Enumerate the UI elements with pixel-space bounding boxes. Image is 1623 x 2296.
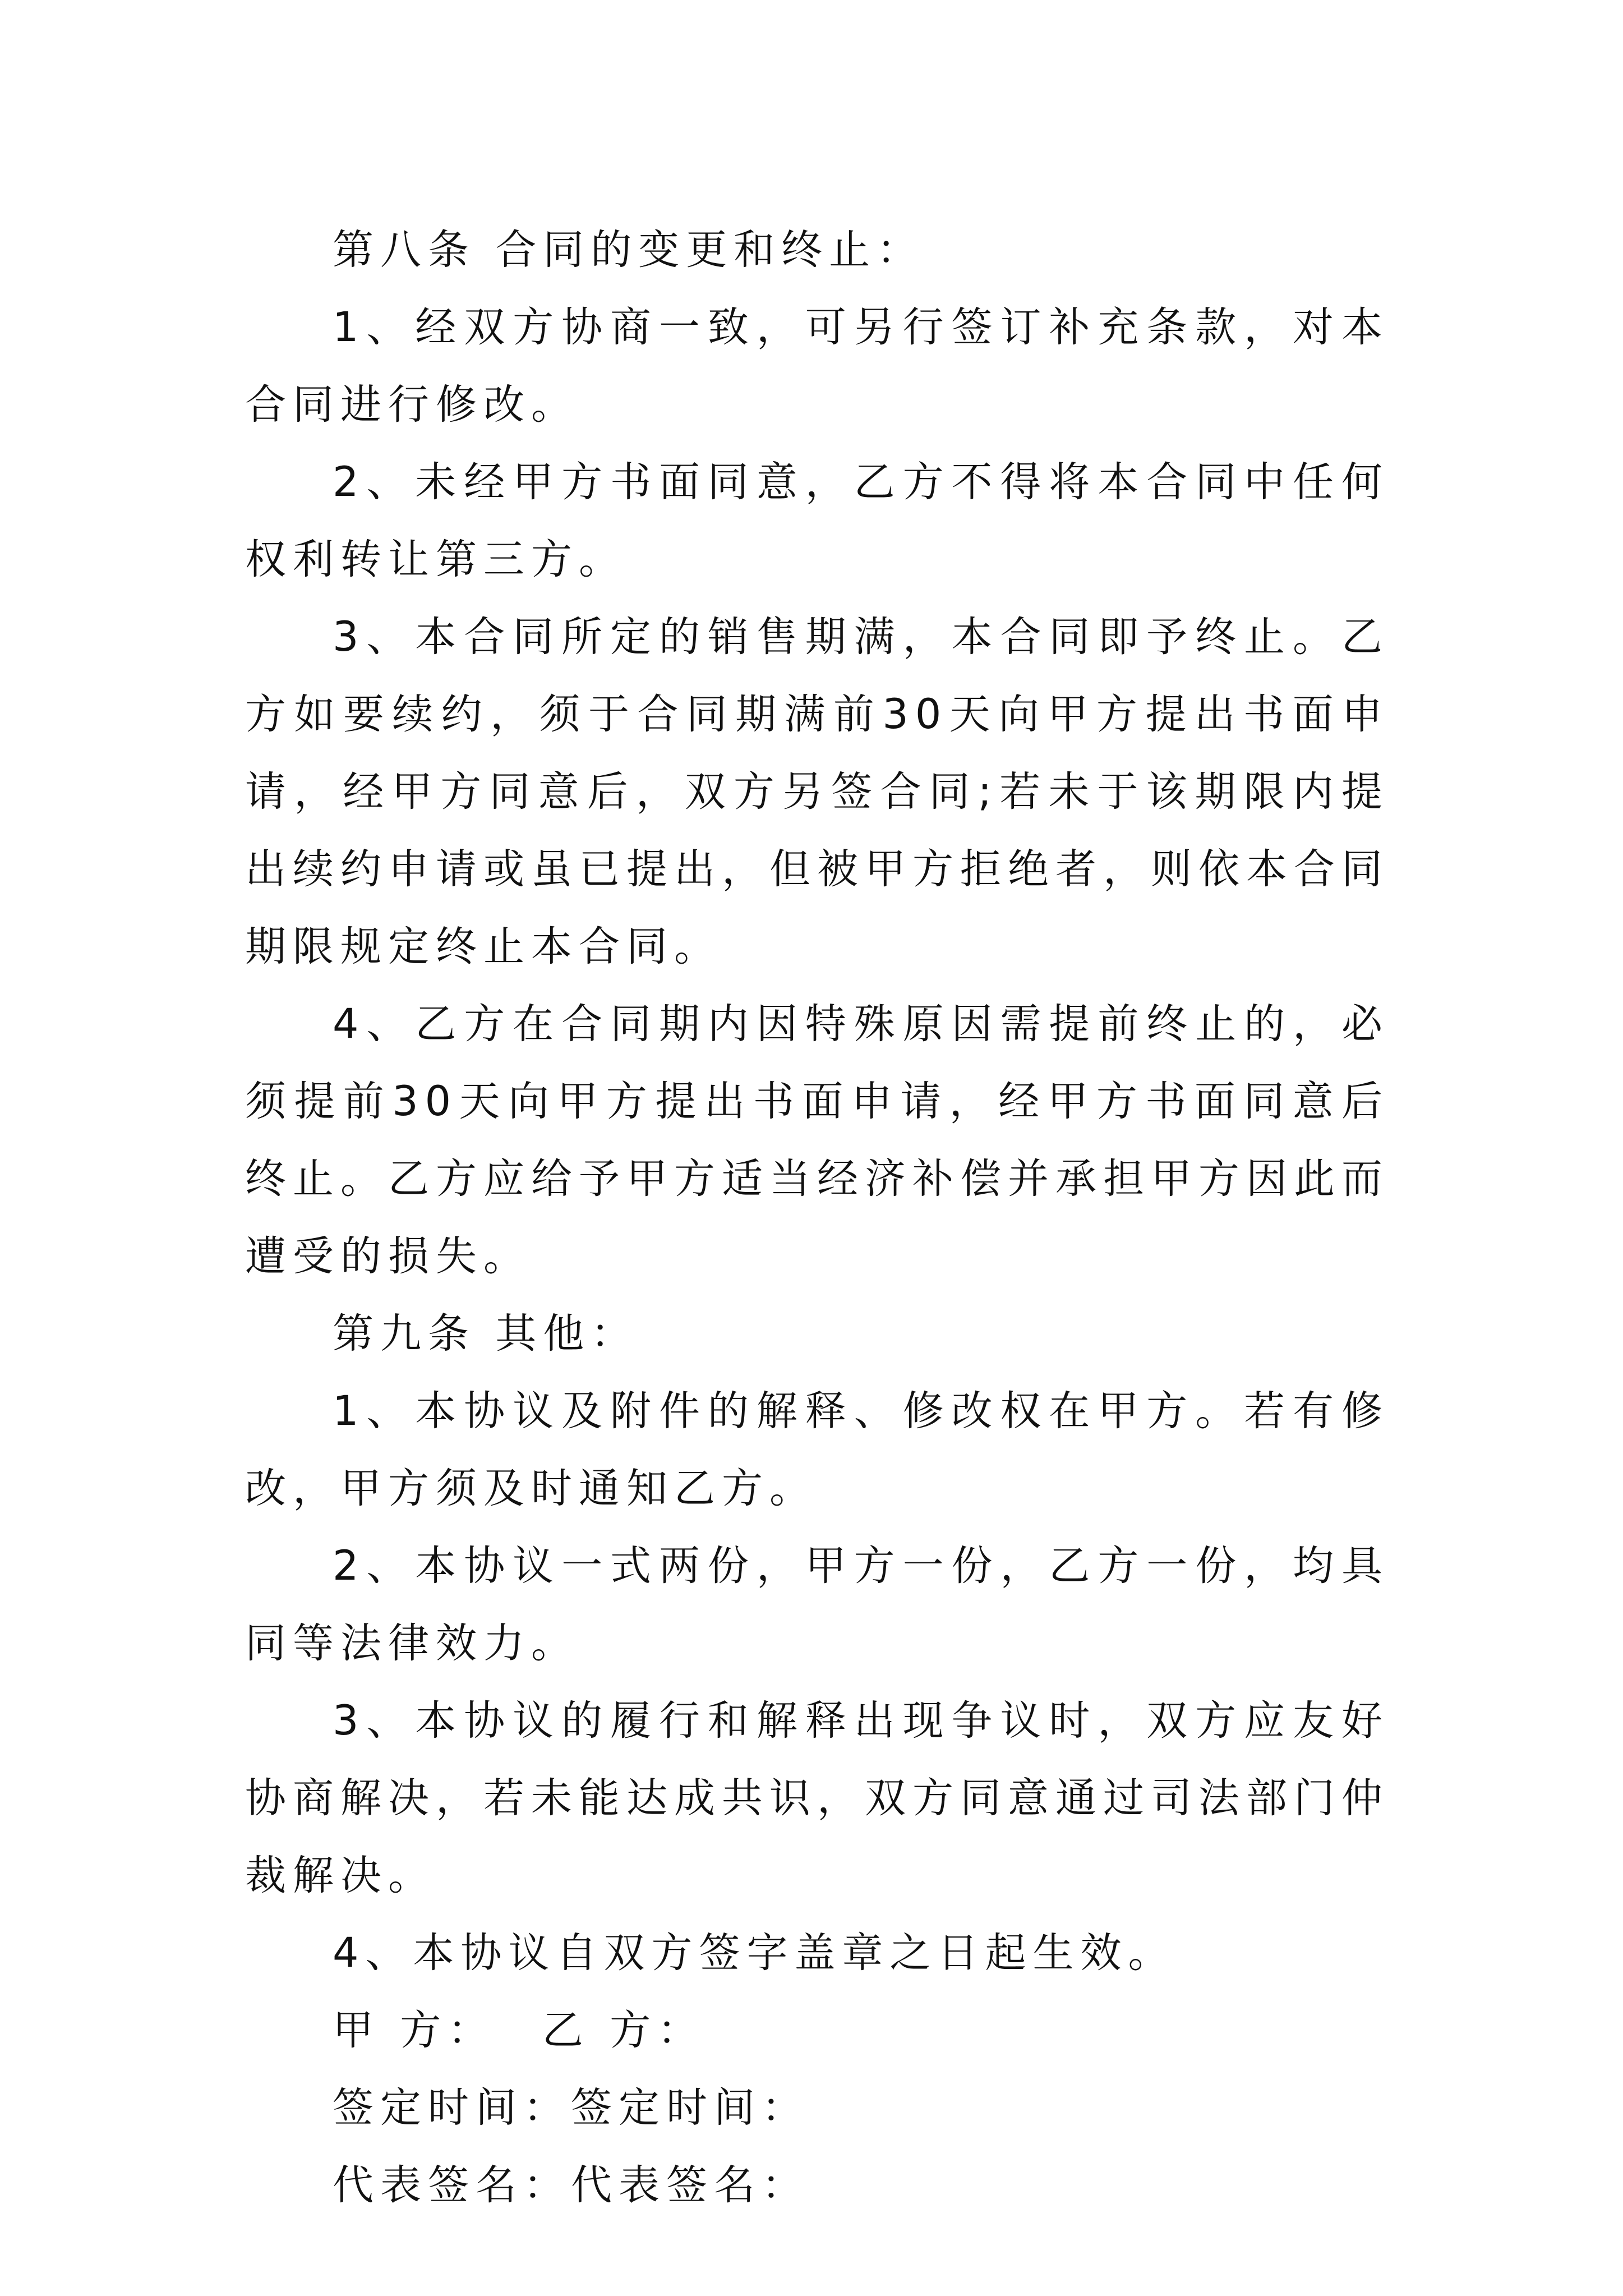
document-body (245, 211, 1389, 2224)
article-8-clause-3: 3、本合同所定的销售期满，本合同即予终止。乙方如要续约，须于合同期满前30天向甲方提出书面申请，经甲方同意后，双方另签合同;若未于该期限内提出续约申请或虽已提出，但被甲方拒绝者，则依本合同期限规定终止本合同。 (245, 613, 1389, 970)
article-8-clause-4: 4、乙方在合同期内因特殊原因需提前终止的，必须提前30天向甲方提出书面申请，经甲方书面同意后终止。乙方应给予甲方适当经济补偿并承担甲方因此而遭受的损失。 (245, 1000, 1389, 1280)
article-8-heading: 第八条 合同的变更和终止： (333, 226, 925, 274)
article-9-heading: 第九条 其他： (333, 1310, 639, 1358)
article-9-clause-4: 4、本协议自双方签字盖章之日起生效。 (333, 1929, 1176, 1977)
article-9-clause-3: 3、本协议的履行和解释出现争议时，双方应友好协商解决，若未能达成共识，双方同意通过司法部门仲裁解决。 (245, 1697, 1389, 1899)
article-9-clause-2: 2、本协议一式两份，甲方一份，乙方一份，均具同等法律效力。 (245, 1542, 1389, 1667)
signature-party-line: 甲 方： 乙 方： (333, 2007, 706, 2054)
article-9-clause-1: 1、本协议及附件的解释、修改权在甲方。若有修改，甲方须及时通知乙方。 (245, 1387, 1389, 1512)
article-8-clause-2: 2、未经甲方书面同意，乙方不得将本合同中任何权利转让第三方。 (245, 458, 1389, 583)
signature-representative-line: 代表签名：代表签名： (333, 2161, 809, 2209)
signature-date-line: 签定时间：签定时间： (333, 2084, 809, 2132)
article-8-clause-1: 1、经双方协商一致，可另行签订补充条款，对本合同进行修改。 (245, 303, 1389, 429)
